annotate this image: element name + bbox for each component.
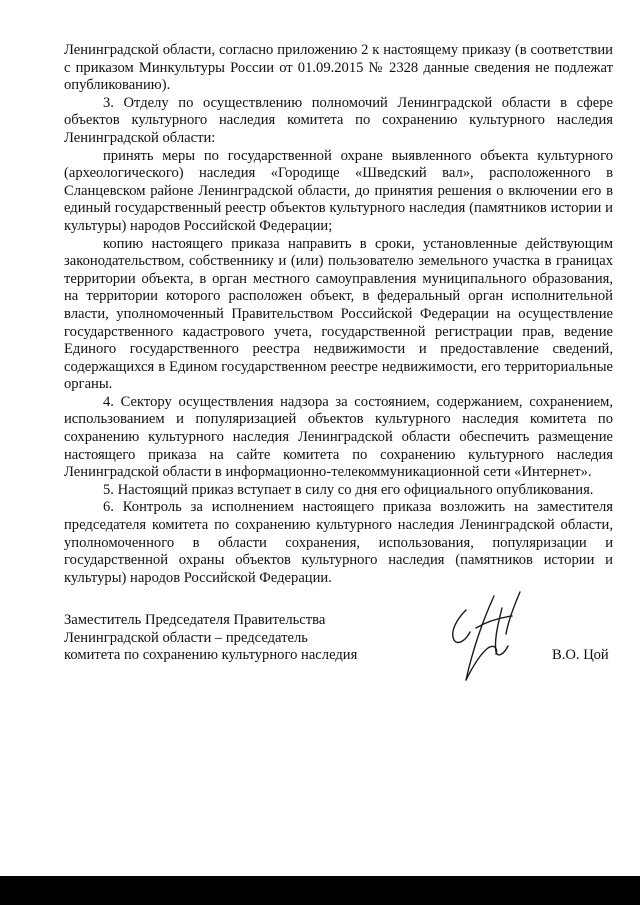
signatory-position-line: Заместитель Председателя Правительства [64,612,326,628]
paragraph-item-3-measures: принять меры по государственной охране выявленного объекта культурного (археологического) наследия «Городище «Шведский вал», расположенного в Сланцевском районе Ленинградской области, до принятия решения о включении его в единый государственный реестр объектов культурного наследия (памятников истории и культуры) народов Российской Федерации; [64,147,613,234]
document-body [64,42,613,587]
paragraph-item-5: 5. Настоящий приказ вступает в силу со дня его официального опубликования. [103,481,594,498]
scan-border-bar [0,876,640,905]
paragraph-item-6: 6. Контроль за исполнением настоящего приказа возложить на заместителя председателя комитета по сохранению культурного наследия Ленинградской области, уполномоченного в области сохранения, использования, популяризации и государственной охраны объектов культурного наследия (памятников истории и культуры) народов Российской Федерации. [64,499,613,586]
paragraph-item-3-copy: копию настоящего приказа направить в сроки, установленные действующим законодательством, собственнику и (или) пользователю земельного участка в границах территории объекта, в орган местного самоуправления муниципального образования, на территории которого расположен объект, в федеральный орган исполнительной власти, уполномоченный Правительством Российской Федерации на осуществление государственного кадастрового учета, государственной регистрации прав, ведение Единого государственного реестра недвижимости и предоставление сведений, содержащихся в Едином государственном реестре недвижимости, его территориальные органы. [64,235,613,393]
signatory-name: В.О. Цой [552,647,609,663]
paragraph-item-4: 4. Сектору осуществления надзора за состоянием, содержанием, сохранением, использованием и популяризацией объектов культурного наследия комитета по сохранению культурного наследия Ленинградской области обеспечить размещение настоящего приказа на сайте комитета по сохранению культурного наследия Ленинградской области в информационно-телекоммуникационной сети «Интернет». [64,393,613,481]
signatory-position-line: Ленинградской области – председатель [64,629,308,646]
signatory-position [64,612,357,665]
paragraph-item-3: 3. Отделу по осуществлению полномочий Ленинградской области в сфере объектов культурного наследия комитета по сохранению культурного наследия Ленинградской области: [64,94,613,146]
paragraph-continuation: Ленинградской области, согласно приложению 2 к настоящему приказу (в соответствии с приказом Минкультуры России от 01.09.2015 № 2328 данные сведения не подлежат опубликованию). [64,42,613,94]
signatory-position-line: комитета по сохранению культурного наследия [64,647,358,664]
handwritten-signature [436,588,546,688]
